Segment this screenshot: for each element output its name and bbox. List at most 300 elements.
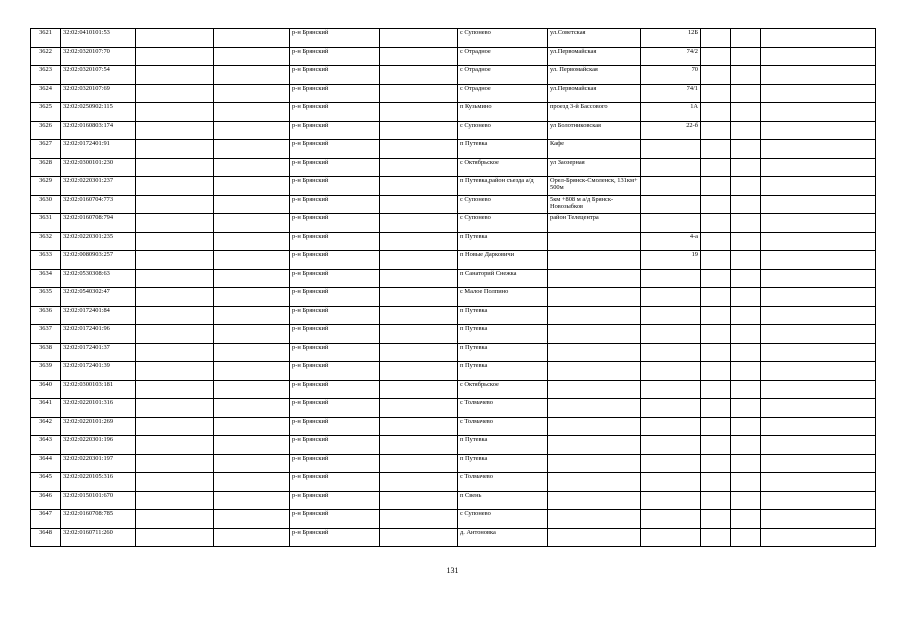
empty-cell: [214, 417, 290, 436]
empty-cell: [731, 362, 761, 381]
empty-cell: [380, 306, 458, 325]
row-number-cell: 3627: [31, 140, 61, 159]
house-number-cell: [641, 140, 701, 159]
empty-cell: [761, 269, 876, 288]
empty-cell: [136, 417, 214, 436]
street-cell: ул.Советская: [548, 29, 641, 48]
district-cell: р-н Брянский: [290, 454, 380, 473]
table-row: [31, 436, 876, 455]
settlement-cell: с Супонево: [458, 29, 548, 48]
empty-cell: [761, 251, 876, 270]
empty-cell: [136, 491, 214, 510]
house-number-cell: 22-б: [641, 121, 701, 140]
cadastral-number-cell: 32:02:0220301:235: [61, 232, 136, 251]
empty-cell: [136, 103, 214, 122]
empty-cell: [731, 491, 761, 510]
empty-cell: [731, 140, 761, 159]
house-number-cell: 12Б: [641, 29, 701, 48]
empty-cell: [136, 306, 214, 325]
settlement-cell: с Супонево: [458, 214, 548, 233]
empty-cell: [214, 47, 290, 66]
house-number-cell: 19: [641, 251, 701, 270]
empty-cell: [761, 103, 876, 122]
empty-cell: [136, 325, 214, 344]
empty-cell: [701, 510, 731, 529]
empty-cell: [380, 66, 458, 85]
table-row: [31, 343, 876, 362]
empty-cell: [731, 528, 761, 547]
house-number-cell: 70: [641, 66, 701, 85]
empty-cell: [731, 214, 761, 233]
row-number-cell: 3640: [31, 380, 61, 399]
district-cell: р-н Брянский: [290, 47, 380, 66]
empty-cell: [136, 399, 214, 418]
settlement-cell: с Толмачево: [458, 473, 548, 492]
empty-cell: [214, 343, 290, 362]
house-number-cell: [641, 510, 701, 529]
empty-cell: [380, 84, 458, 103]
settlement-cell: п Кузьмино: [458, 103, 548, 122]
settlement-cell: с Октябрьское: [458, 380, 548, 399]
empty-cell: [761, 214, 876, 233]
district-cell: р-н Брянский: [290, 325, 380, 344]
empty-cell: [731, 473, 761, 492]
empty-cell: [380, 269, 458, 288]
settlement-cell: с Отрадное: [458, 84, 548, 103]
empty-cell: [136, 343, 214, 362]
district-cell: р-н Брянский: [290, 343, 380, 362]
table-row: [31, 195, 876, 214]
cadastral-number-cell: 32:02:0160704:773: [61, 195, 136, 214]
cadastral-number-cell: 32:02:0160708:785: [61, 510, 136, 529]
empty-cell: [731, 288, 761, 307]
table-row: [31, 121, 876, 140]
empty-cell: [731, 269, 761, 288]
empty-cell: [136, 232, 214, 251]
table-row: [31, 177, 876, 196]
empty-cell: [214, 140, 290, 159]
empty-cell: [731, 417, 761, 436]
district-cell: р-н Брянский: [290, 436, 380, 455]
settlement-cell: п Путевка: [458, 325, 548, 344]
district-cell: р-н Брянский: [290, 158, 380, 177]
table-row: [31, 84, 876, 103]
table-row: [31, 232, 876, 251]
street-cell: [548, 417, 641, 436]
table-row: [31, 528, 876, 547]
table-row: [31, 306, 876, 325]
street-cell: [548, 510, 641, 529]
district-cell: р-н Брянский: [290, 362, 380, 381]
house-number-cell: [641, 436, 701, 455]
empty-cell: [761, 528, 876, 547]
house-number-cell: 4-а: [641, 232, 701, 251]
row-number-cell: 3637: [31, 325, 61, 344]
cadastral-number-cell: 32:02:0220105:316: [61, 473, 136, 492]
empty-cell: [701, 47, 731, 66]
street-cell: район Телецентра: [548, 214, 641, 233]
empty-cell: [761, 158, 876, 177]
empty-cell: [731, 325, 761, 344]
settlement-cell: п Санаторий Снежка: [458, 269, 548, 288]
empty-cell: [380, 140, 458, 159]
empty-cell: [380, 380, 458, 399]
empty-cell: [701, 158, 731, 177]
empty-cell: [380, 214, 458, 233]
empty-cell: [761, 29, 876, 48]
empty-cell: [701, 195, 731, 214]
empty-cell: [701, 29, 731, 48]
empty-cell: [380, 417, 458, 436]
empty-cell: [731, 306, 761, 325]
empty-cell: [731, 47, 761, 66]
empty-cell: [731, 232, 761, 251]
empty-cell: [701, 417, 731, 436]
row-number-cell: 3629: [31, 177, 61, 196]
district-cell: р-н Брянский: [290, 510, 380, 529]
cadastral-number-cell: 32:02:0150101:670: [61, 491, 136, 510]
empty-cell: [761, 473, 876, 492]
empty-cell: [761, 362, 876, 381]
row-number-cell: 3638: [31, 343, 61, 362]
empty-cell: [380, 121, 458, 140]
empty-cell: [136, 473, 214, 492]
empty-cell: [136, 436, 214, 455]
street-cell: Кафе: [548, 140, 641, 159]
empty-cell: [761, 288, 876, 307]
row-number-cell: 3628: [31, 158, 61, 177]
street-cell: [548, 251, 641, 270]
row-number-cell: 3622: [31, 47, 61, 66]
table-row: [31, 491, 876, 510]
empty-cell: [136, 29, 214, 48]
district-cell: р-н Брянский: [290, 66, 380, 85]
registry-table: [30, 28, 876, 547]
settlement-cell: п Путевка: [458, 362, 548, 381]
empty-cell: [761, 454, 876, 473]
empty-cell: [214, 288, 290, 307]
house-number-cell: [641, 325, 701, 344]
empty-cell: [701, 269, 731, 288]
empty-cell: [136, 362, 214, 381]
settlement-cell: с Супонево: [458, 510, 548, 529]
cadastral-number-cell: 32:02:0172401:91: [61, 140, 136, 159]
street-cell: [548, 343, 641, 362]
street-cell: [548, 232, 641, 251]
table-row: [31, 399, 876, 418]
empty-cell: [136, 528, 214, 547]
table-row: [31, 269, 876, 288]
empty-cell: [701, 343, 731, 362]
house-number-cell: [641, 362, 701, 381]
row-number-cell: 3633: [31, 251, 61, 270]
house-number-cell: [641, 454, 701, 473]
cadastral-number-cell: 32:02:0250902:115: [61, 103, 136, 122]
district-cell: р-н Брянский: [290, 269, 380, 288]
empty-cell: [136, 140, 214, 159]
empty-cell: [136, 47, 214, 66]
empty-cell: [136, 454, 214, 473]
house-number-cell: [641, 158, 701, 177]
table-row: [31, 214, 876, 233]
cadastral-number-cell: 32:02:0300101:230: [61, 158, 136, 177]
empty-cell: [761, 306, 876, 325]
settlement-cell: п Путевка: [458, 140, 548, 159]
empty-cell: [214, 232, 290, 251]
row-number-cell: 3647: [31, 510, 61, 529]
table-row: [31, 66, 876, 85]
page-number: 131: [446, 566, 459, 575]
settlement-cell: с Отрадное: [458, 66, 548, 85]
cadastral-number-cell: 32:02:0172401:96: [61, 325, 136, 344]
empty-cell: [731, 195, 761, 214]
row-number-cell: 3642: [31, 417, 61, 436]
house-number-cell: 74/2: [641, 47, 701, 66]
empty-cell: [214, 177, 290, 196]
street-cell: 5км +808 м а/д Брянск-Новозыбков: [548, 195, 641, 214]
empty-cell: [136, 121, 214, 140]
empty-cell: [380, 510, 458, 529]
empty-cell: [761, 491, 876, 510]
empty-cell: [214, 66, 290, 85]
settlement-cell: п Путевка: [458, 232, 548, 251]
empty-cell: [380, 399, 458, 418]
table-row: [31, 251, 876, 270]
empty-cell: [214, 510, 290, 529]
empty-cell: [701, 103, 731, 122]
settlement-cell: с Толмачево: [458, 399, 548, 418]
empty-cell: [214, 491, 290, 510]
cadastral-number-cell: 32:02:0530308:63: [61, 269, 136, 288]
house-number-cell: [641, 399, 701, 418]
table-row: [31, 47, 876, 66]
empty-cell: [214, 436, 290, 455]
empty-cell: [380, 325, 458, 344]
empty-cell: [761, 121, 876, 140]
empty-cell: [214, 269, 290, 288]
cadastral-number-cell: 32:02:0320107:70: [61, 47, 136, 66]
empty-cell: [380, 29, 458, 48]
street-cell: ул.Первомайская: [548, 84, 641, 103]
empty-cell: [136, 380, 214, 399]
district-cell: р-н Брянский: [290, 417, 380, 436]
empty-cell: [761, 325, 876, 344]
row-number-cell: 3643: [31, 436, 61, 455]
empty-cell: [701, 84, 731, 103]
row-number-cell: 3645: [31, 473, 61, 492]
empty-cell: [761, 343, 876, 362]
empty-cell: [701, 436, 731, 455]
district-cell: р-н Брянский: [290, 84, 380, 103]
empty-cell: [761, 417, 876, 436]
empty-cell: [214, 454, 290, 473]
row-number-cell: 3644: [31, 454, 61, 473]
district-cell: р-н Брянский: [290, 306, 380, 325]
row-number-cell: 3630: [31, 195, 61, 214]
table-row: [31, 325, 876, 344]
street-cell: проезд 3-й Бассового: [548, 103, 641, 122]
table-row: [31, 140, 876, 159]
cadastral-number-cell: 32:02:0300103:181: [61, 380, 136, 399]
district-cell: р-н Брянский: [290, 232, 380, 251]
empty-cell: [136, 158, 214, 177]
table-row: [31, 362, 876, 381]
empty-cell: [701, 491, 731, 510]
settlement-cell: с Малое Полпино: [458, 288, 548, 307]
street-cell: [548, 362, 641, 381]
empty-cell: [380, 436, 458, 455]
house-number-cell: [641, 491, 701, 510]
street-cell: ул Заозерная: [548, 158, 641, 177]
street-cell: [548, 380, 641, 399]
empty-cell: [214, 158, 290, 177]
house-number-cell: [641, 269, 701, 288]
street-cell: [548, 473, 641, 492]
empty-cell: [380, 528, 458, 547]
row-number-cell: 3626: [31, 121, 61, 140]
empty-cell: [380, 343, 458, 362]
row-number-cell: 3636: [31, 306, 61, 325]
house-number-cell: 74/1: [641, 84, 701, 103]
settlement-cell: п Путевка: [458, 306, 548, 325]
district-cell: р-н Брянский: [290, 103, 380, 122]
settlement-cell: п Путевка: [458, 343, 548, 362]
empty-cell: [701, 362, 731, 381]
empty-cell: [214, 325, 290, 344]
empty-cell: [214, 399, 290, 418]
district-cell: р-н Брянский: [290, 29, 380, 48]
street-cell: [548, 399, 641, 418]
empty-cell: [380, 454, 458, 473]
empty-cell: [214, 214, 290, 233]
empty-cell: [761, 195, 876, 214]
empty-cell: [701, 121, 731, 140]
empty-cell: [731, 66, 761, 85]
settlement-cell: п Путевка,район съезда а/д: [458, 177, 548, 196]
empty-cell: [761, 47, 876, 66]
district-cell: р-н Брянский: [290, 214, 380, 233]
row-number-cell: 3639: [31, 362, 61, 381]
settlement-cell: п Новые Дарковичи: [458, 251, 548, 270]
house-number-cell: [641, 306, 701, 325]
table-row: [31, 288, 876, 307]
empty-cell: [731, 343, 761, 362]
street-cell: [548, 269, 641, 288]
empty-cell: [380, 251, 458, 270]
cadastral-number-cell: 32:02:0080903:257: [61, 251, 136, 270]
empty-cell: [731, 510, 761, 529]
empty-cell: [136, 214, 214, 233]
empty-cell: [701, 454, 731, 473]
row-number-cell: 3635: [31, 288, 61, 307]
district-cell: р-н Брянский: [290, 195, 380, 214]
house-number-cell: 1А: [641, 103, 701, 122]
empty-cell: [701, 288, 731, 307]
empty-cell: [761, 66, 876, 85]
house-number-cell: [641, 380, 701, 399]
empty-cell: [214, 84, 290, 103]
empty-cell: [380, 177, 458, 196]
cadastral-number-cell: 32:02:0320107:54: [61, 66, 136, 85]
empty-cell: [380, 158, 458, 177]
house-number-cell: [641, 177, 701, 196]
empty-cell: [214, 29, 290, 48]
empty-cell: [380, 288, 458, 307]
empty-cell: [761, 399, 876, 418]
street-cell: [548, 528, 641, 547]
empty-cell: [731, 177, 761, 196]
district-cell: р-н Брянский: [290, 177, 380, 196]
row-number-cell: 3641: [31, 399, 61, 418]
district-cell: р-н Брянский: [290, 121, 380, 140]
empty-cell: [731, 158, 761, 177]
settlement-cell: с Толмачево: [458, 417, 548, 436]
row-number-cell: 3646: [31, 491, 61, 510]
row-number-cell: 3632: [31, 232, 61, 251]
settlement-cell: с Супонево: [458, 195, 548, 214]
cadastral-number-cell: 32:02:0172401:37: [61, 343, 136, 362]
empty-cell: [701, 251, 731, 270]
empty-cell: [731, 121, 761, 140]
empty-cell: [701, 380, 731, 399]
house-number-cell: [641, 288, 701, 307]
empty-cell: [136, 288, 214, 307]
empty-cell: [701, 528, 731, 547]
empty-cell: [701, 214, 731, 233]
street-cell: ул.Первомайская: [548, 47, 641, 66]
street-cell: Орел-Брянск-Смоленск, 131км+ 500м: [548, 177, 641, 196]
empty-cell: [136, 195, 214, 214]
cadastral-number-cell: 32:02:0220101:316: [61, 399, 136, 418]
settlement-cell: п Путевка: [458, 454, 548, 473]
settlement-cell: п Свень: [458, 491, 548, 510]
table-row: [31, 158, 876, 177]
empty-cell: [701, 473, 731, 492]
empty-cell: [731, 380, 761, 399]
house-number-cell: [641, 343, 701, 362]
empty-cell: [701, 66, 731, 85]
street-cell: [548, 325, 641, 344]
table-row: [31, 380, 876, 399]
empty-cell: [761, 140, 876, 159]
empty-cell: [214, 251, 290, 270]
cadastral-number-cell: 32:02:0220301:197: [61, 454, 136, 473]
table-row: [31, 417, 876, 436]
empty-cell: [701, 177, 731, 196]
district-cell: р-н Брянский: [290, 473, 380, 492]
empty-cell: [701, 325, 731, 344]
empty-cell: [214, 473, 290, 492]
empty-cell: [731, 251, 761, 270]
street-cell: ул. Первомайская: [548, 66, 641, 85]
street-cell: [548, 491, 641, 510]
empty-cell: [731, 454, 761, 473]
street-cell: [548, 306, 641, 325]
empty-cell: [731, 436, 761, 455]
cadastral-number-cell: 32:02:0220101:269: [61, 417, 136, 436]
cadastral-number-cell: 32:02:0160803:174: [61, 121, 136, 140]
settlement-cell: с Октябрьское: [458, 158, 548, 177]
street-cell: [548, 436, 641, 455]
empty-cell: [380, 473, 458, 492]
empty-cell: [380, 491, 458, 510]
empty-cell: [214, 362, 290, 381]
settlement-cell: д. Антоновка: [458, 528, 548, 547]
empty-cell: [136, 177, 214, 196]
empty-cell: [731, 399, 761, 418]
district-cell: р-н Брянский: [290, 399, 380, 418]
settlement-cell: с Супонево: [458, 121, 548, 140]
